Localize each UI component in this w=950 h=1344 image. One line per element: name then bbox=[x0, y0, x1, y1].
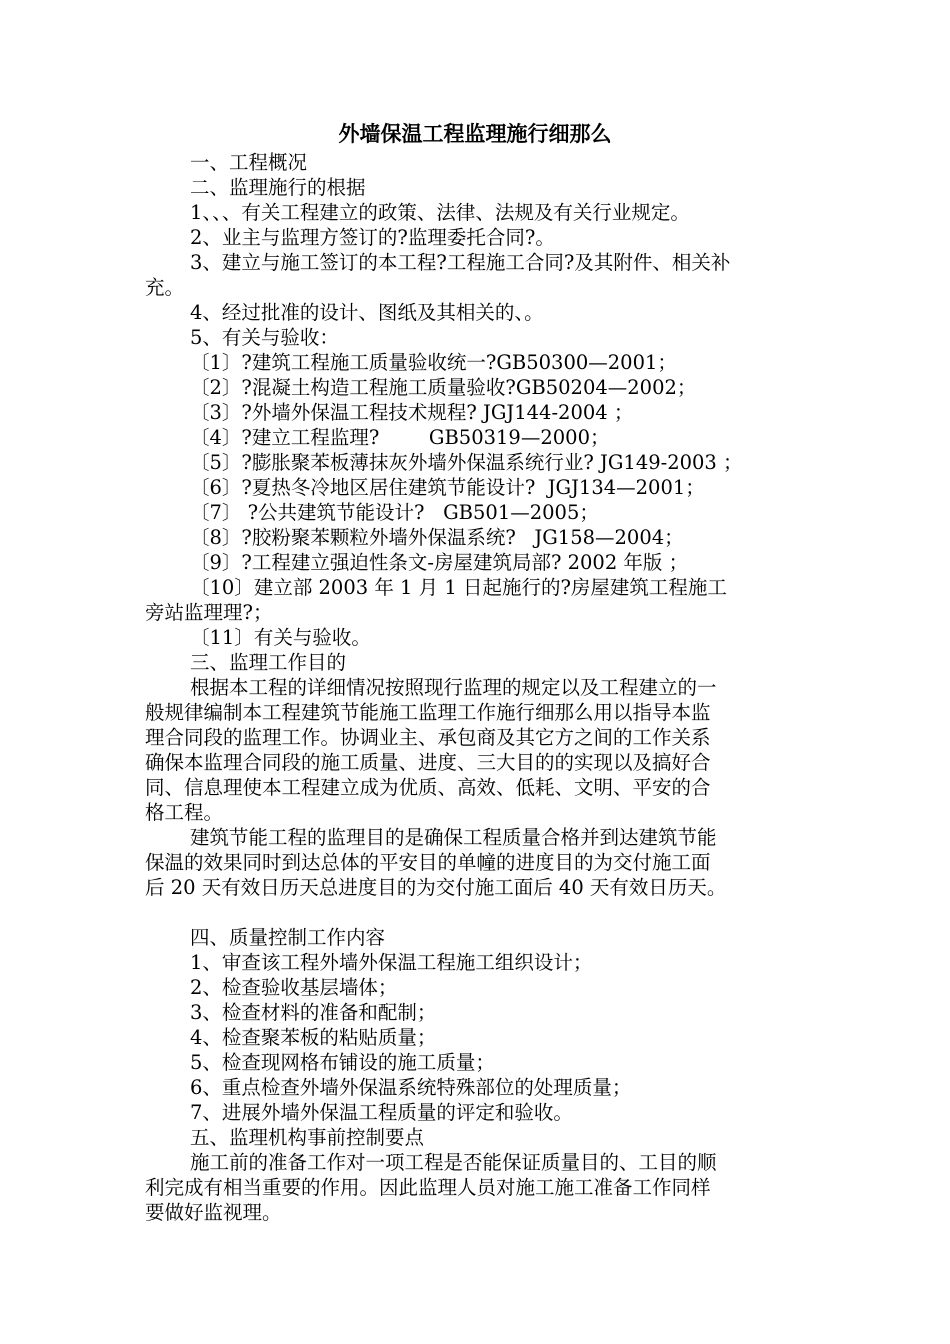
text-line: 要做好监视理。 bbox=[145, 1201, 282, 1224]
text-line: 旁站监理理?； bbox=[145, 601, 273, 624]
text-line: 〔3〕?外墙外保温工程技术规程? JGJ144-2004 ； bbox=[190, 401, 634, 424]
text-line: 7、进展外墙外保温工程质量的评定和验收。 bbox=[190, 1101, 573, 1124]
text-line: 〔7〕 ?公共建筑节能设计? GB501—2005； bbox=[190, 501, 599, 524]
text-line: 二、监理施行的根据 bbox=[190, 176, 366, 199]
text-line: 1、审查该工程外墙外保温工程施工组织设计； bbox=[190, 951, 593, 974]
text-line: 三、监理工作目的 bbox=[190, 651, 347, 674]
text-line: 2、检查验收基层墙体； bbox=[190, 976, 398, 999]
text-line: 〔4〕?建立工程监理? GB50319—2000； bbox=[190, 426, 610, 449]
text-line: 〔1〕?建筑工程施工质量验收统一?GB50300—2001； bbox=[190, 351, 677, 374]
text-line: 3、建立与施工签订的本工程?工程施工合同?及其附件、相关补 bbox=[190, 251, 731, 274]
document-title: 外墙保温工程监理施行细那么 bbox=[338, 122, 612, 146]
text-line: 格工程。 bbox=[145, 801, 224, 824]
text-line: 同、信息理使本工程建立成为优质、高效、低耗、文明、平安的合 bbox=[145, 776, 711, 799]
text-line: 四、质量控制工作内容 bbox=[190, 926, 386, 949]
text-line: 保温的效果同时到达总体的平安目的单幢的进度目的为交付施工面 bbox=[145, 851, 711, 874]
text-line: 2、业主与监理方签订的?监理委托合同?。 bbox=[190, 226, 555, 249]
text-line: 建筑节能工程的监理目的是确保工程质量合格并到达建筑节能 bbox=[190, 826, 717, 849]
text-line: 〔9〕?工程建立强迫性条文-房屋建筑局部? 2002 年版 ； bbox=[190, 551, 689, 574]
text-line: 〔11〕有关与验收。 bbox=[190, 626, 371, 649]
text-line: 3、检查材料的准备和配制； bbox=[190, 1001, 437, 1024]
text-line: 一、工程概况 bbox=[190, 151, 308, 174]
text-line: 般规律编制本工程建筑节能施工监理工作施行细那么用以指导本监 bbox=[145, 701, 711, 724]
text-line: 确保本监理合同段的施工质量、进度、三大目的的实现以及搞好合 bbox=[145, 751, 711, 774]
text-line: 理合同段的监理工作。协调业主、承包商及其它方之间的工作关系 bbox=[145, 726, 711, 749]
text-line: 〔6〕?夏热冬冷地区居住建筑节能设计? JGJ134—2001； bbox=[190, 476, 705, 499]
text-line: 〔2〕?混凝土构造工程施工质量验收?GB50204—2002； bbox=[190, 376, 697, 399]
text-line: 5、检查现网格布铺设的施工质量； bbox=[190, 1051, 495, 1074]
text-line: 〔5〕?膨胀聚苯板薄抹灰外墙外保温系统行业? JG149-2003 ； bbox=[190, 451, 743, 474]
text-line: 〔8〕?胶粉聚苯颗粒外墙外保温系统? JG158—2004； bbox=[190, 526, 684, 549]
text-line: 4、检查聚苯板的粘贴质量； bbox=[190, 1026, 437, 1049]
text-line: 5、有关与验收： bbox=[190, 326, 339, 349]
text-line: 6、重点检查外墙外保温系统特殊部位的处理质量； bbox=[190, 1076, 632, 1099]
text-line: 施工前的准备工作对一项工程是否能保证质量目的、工目的顺 bbox=[190, 1151, 717, 1174]
text-line: 五、监理机构事前控制要点 bbox=[190, 1126, 425, 1149]
text-line: 利完成有相当重要的作用。因此监理人员对施工施工准备工作同样 bbox=[145, 1176, 711, 1199]
text-line: 根据本工程的详细情况按照现行监理的规定以及工程建立的一 bbox=[190, 676, 717, 699]
text-line: 后 20 天有效日历天总进度目的为交付施工面后 40 天有效日历天。 bbox=[145, 876, 727, 899]
text-line: 4、经过批准的设计、图纸及其相关的、。 bbox=[190, 301, 544, 324]
text-line: 充。 bbox=[145, 276, 185, 299]
text-line: 1、、、有关工程建立的政策、法律、法规及有关行业规定。 bbox=[190, 201, 690, 224]
text-line: 〔10〕建立部 2003 年 1 月 1 日起施行的?房屋建筑工程施工 bbox=[190, 576, 727, 599]
